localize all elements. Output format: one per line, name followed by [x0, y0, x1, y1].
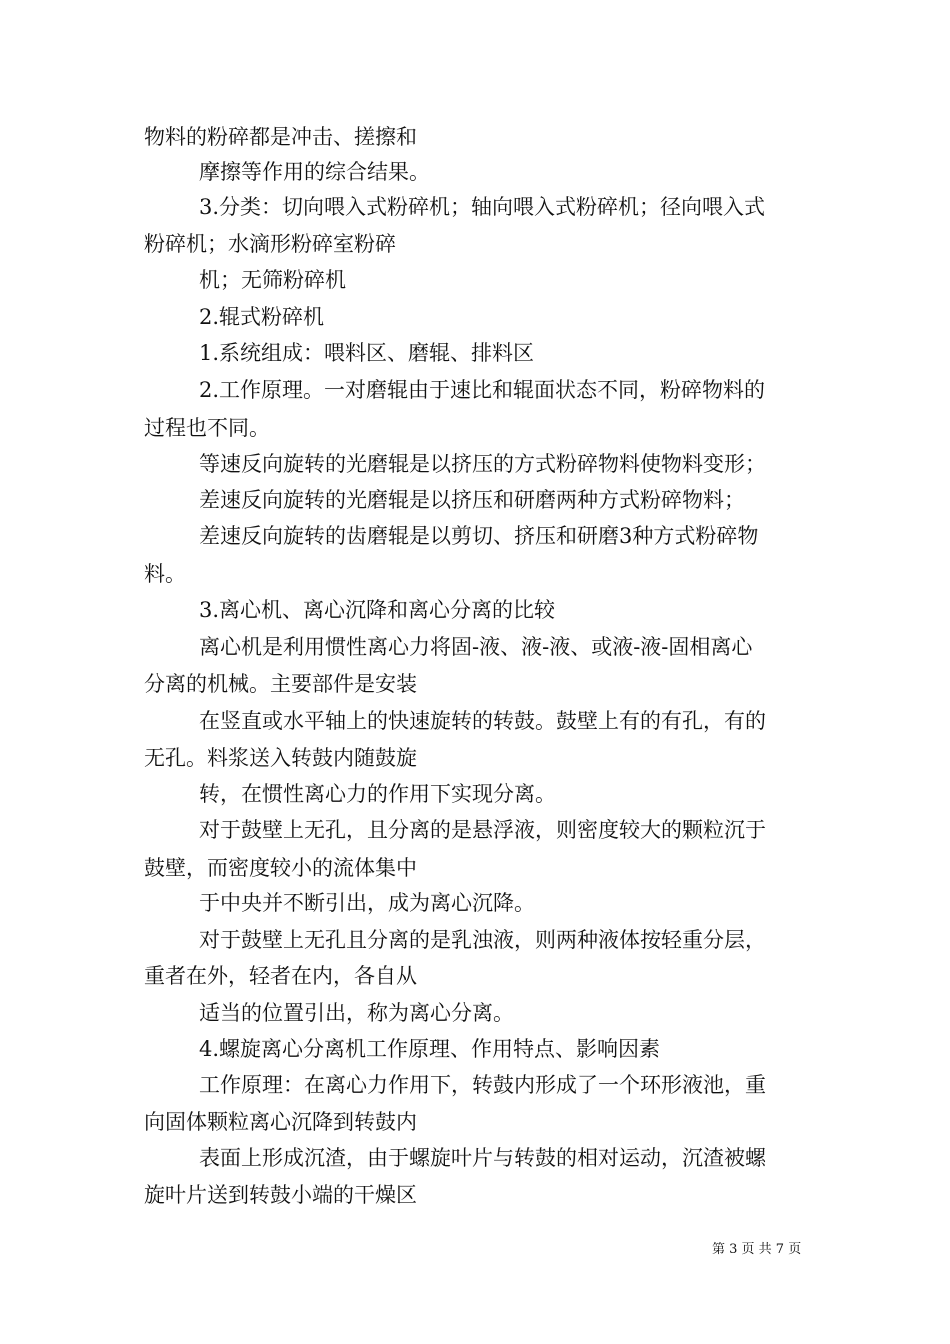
text-line: 重者在外，轻者在内，各自从: [144, 964, 417, 988]
text-line: 工作原理：在离心力作用下，转鼓内形成了一个环形液池，重: [199, 1073, 766, 1097]
text-line: 对于鼓壁上无孔，且分离的是悬浮液，则密度较大的颗粒沉于: [199, 818, 766, 842]
text-line: 4.螺旋离心分离机工作原理、作用特点、影响因素: [199, 1037, 661, 1061]
text-line: 物料的粉碎都是冲击、搓擦和: [144, 125, 417, 149]
text-line: 2.工作原理。一对磨辊由于速比和辊面状态不同，粉碎物料的: [199, 378, 766, 402]
text-line: 等速反向旋转的光磨辊是以挤压的方式粉碎物料使物料变形；: [199, 452, 766, 476]
text-line: 3.分类：切向喂入式粉碎机；轴向喂入式粉碎机；径向喂入式: [199, 195, 766, 219]
text-line: 在竖直或水平轴上的快速旋转的转鼓。鼓壁上有的有孔，有的: [199, 709, 766, 733]
text-line: 旋叶片送到转鼓小端的干燥区: [144, 1183, 417, 1207]
text-line: 对于鼓壁上无孔且分离的是乳浊液，则两种液体按轻重分层，: [199, 928, 766, 952]
text-line: 3.离心机、离心沉降和离心分离的比较: [199, 598, 556, 622]
text-line: 适当的位置引出，称为离心分离。: [199, 1001, 514, 1025]
text-line: 粉碎机；水滴形粉碎室粉碎: [144, 232, 396, 256]
text-line: 表面上形成沉渣，由于螺旋叶片与转鼓的相对运动，沉渣被螺: [199, 1146, 766, 1170]
text-line: 过程也不同。: [144, 416, 270, 440]
text-line: 于中央并不断引出，成为离心沉降。: [199, 891, 535, 915]
text-line: 向固体颗粒离心沉降到转鼓内: [144, 1110, 417, 1134]
text-line: 离心机是利用惯性离心力将固-液、液-液、或液-液-固相离心: [199, 635, 753, 659]
text-line: 差速反向旋转的光磨辊是以挤压和研磨两种方式粉碎物料；: [199, 488, 745, 512]
text-line: 差速反向旋转的齿磨辊是以剪切、挤压和研磨3种方式粉碎物: [199, 524, 759, 548]
text-line: 机；无筛粉碎机: [199, 268, 346, 292]
text-line: 料。: [144, 562, 186, 586]
text-line: 转，在惯性离心力的作用下实现分离。: [199, 782, 556, 806]
text-line: 无孔。料浆送入转鼓内随鼓旋: [144, 746, 417, 770]
text-line: 摩擦等作用的综合结果。: [199, 160, 430, 184]
text-line: 鼓壁，而密度较小的流体集中: [144, 856, 417, 880]
text-line: 2.辊式粉碎机: [199, 305, 325, 329]
text-line: 分离的机械。主要部件是安装: [144, 672, 417, 696]
text-line: 1.系统组成：喂料区、磨辊、排料区: [199, 341, 535, 365]
page-number-footer: 第 3 页 共 7 页: [712, 1242, 802, 1257]
